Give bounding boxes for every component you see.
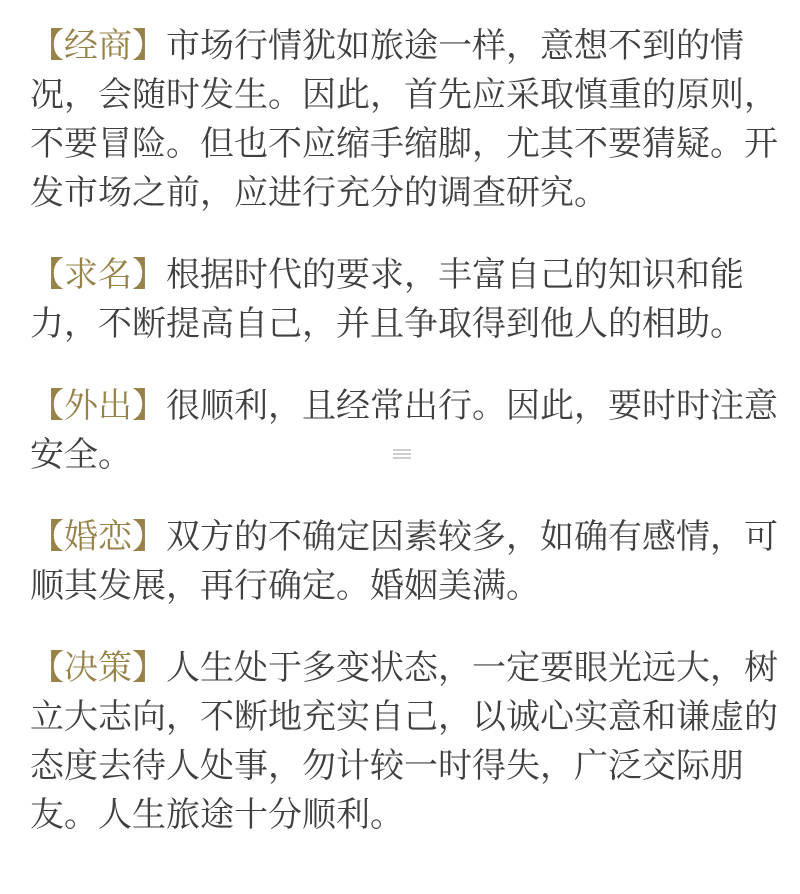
- text-line: 发市场之前，应进行充分的调查研究。: [30, 174, 608, 212]
- text-line: [30, 382, 776, 431]
- text-line: [30, 644, 776, 693]
- section-decision: [30, 644, 776, 840]
- section-text: 市场行情犹如旅途一样，意想不到的情: [166, 27, 744, 65]
- section-label-travel: 【外出】: [30, 387, 166, 425]
- section-travel: [30, 382, 776, 480]
- text-line: [30, 22, 776, 71]
- section-text: 根据时代的要求，丰富自己的知识和能: [166, 256, 744, 294]
- section-label-business: 【经商】: [30, 27, 166, 65]
- text-line: 友。人生旅途十分顺利。: [30, 796, 404, 834]
- text-line: 安全。: [30, 436, 132, 474]
- section-label-marriage: 【婚恋】: [30, 518, 166, 556]
- section-label-seeking-fame: 【求名】: [30, 256, 166, 294]
- text-line: 况，会随时发生。因此，首先应采取慎重的原则，: [30, 76, 778, 114]
- section-business: [30, 22, 776, 218]
- watermark-mark: [393, 449, 411, 460]
- text-line: 立大志向，不断地充实自己，以诚心实意和谦虚的: [30, 698, 778, 736]
- text-line: [30, 251, 776, 300]
- text-line: 力，不断提高自己，并且争取得到他人的相助。: [30, 305, 744, 343]
- section-marriage: [30, 513, 776, 611]
- section-text: 人生处于多变状态，一定要眼光远大，树: [166, 649, 778, 687]
- section-text: 双方的不确定因素较多，如确有感情，可: [166, 518, 778, 556]
- section-label-decision: 【决策】: [30, 649, 166, 687]
- section-text: 很顺利，且经常出行。因此，要时时注意: [166, 387, 778, 425]
- text-line: 顺其发展，再行确定。婚姻美满。: [30, 567, 540, 605]
- text-line: [30, 513, 776, 562]
- text-line: 态度去待人处事，勿计较一时得失，广泛交际朋: [30, 747, 744, 785]
- text-line: 不要冒险。但也不应缩手缩脚，尤其不要猜疑。开: [30, 125, 778, 163]
- section-seeking-fame: [30, 251, 776, 349]
